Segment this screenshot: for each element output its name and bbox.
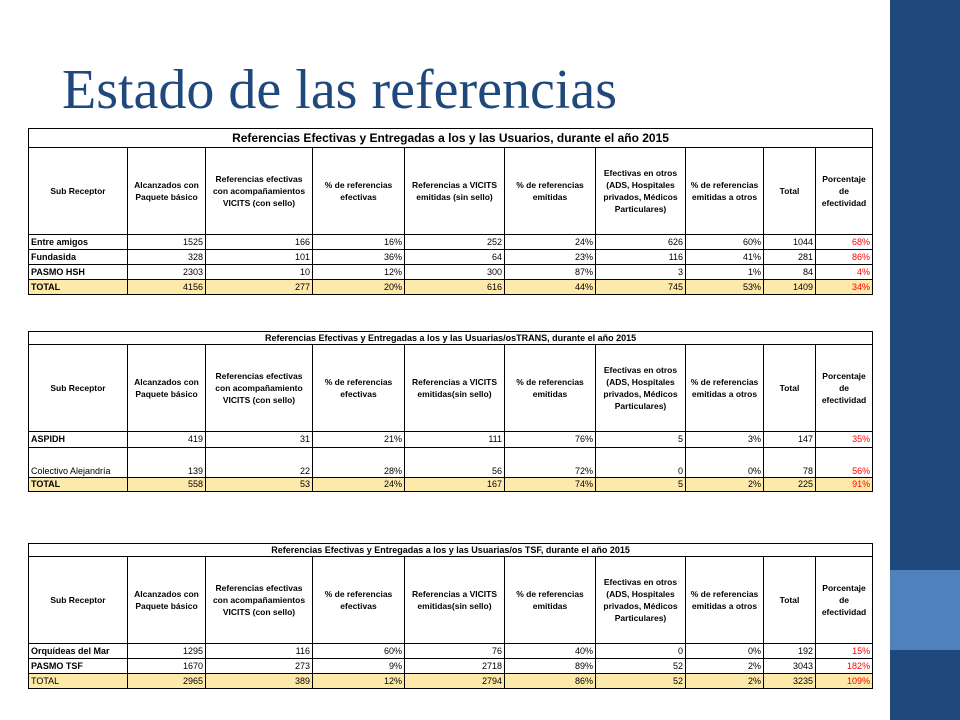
total-cell: 20%: [313, 280, 405, 295]
cell: 419: [128, 432, 206, 448]
total-cell: 225: [764, 478, 816, 492]
column-header: Efectivas en otros (ADS, Hospitales privados, Médicos Particulares): [596, 148, 686, 235]
effectiveness-cell: 68%: [816, 235, 873, 250]
cell: 76%: [505, 432, 596, 448]
header-row: [29, 148, 873, 235]
row-label: PASMO TSF: [29, 659, 128, 674]
cell: 60%: [686, 235, 764, 250]
header-row: [29, 557, 873, 644]
total-cell: 2965: [128, 674, 206, 689]
table-row: [29, 265, 873, 280]
cell: 147: [764, 432, 816, 448]
table-row: [29, 448, 873, 478]
cell: 328: [128, 250, 206, 265]
cell: 273: [206, 659, 313, 674]
cell: 2%: [686, 659, 764, 674]
column-header: Alcanzados con Paquete básico: [128, 557, 206, 644]
cell: 2303: [128, 265, 206, 280]
total-cell: 1409: [764, 280, 816, 295]
total-cell: 53: [206, 478, 313, 492]
slide-title: Estado de las referencias: [62, 59, 618, 121]
row-label: Fundasida: [29, 250, 128, 265]
table-row: [29, 432, 873, 448]
cell: 2718: [405, 659, 505, 674]
column-header: Total: [764, 557, 816, 644]
column-header: % de referencias emitidas a otros: [686, 345, 764, 432]
table-row: [29, 644, 873, 659]
table-caption: Referencias Efectivas y Entregadas a los y las Usuarias/os TSF, durante el año 2015: [29, 544, 873, 557]
total-row: [29, 280, 873, 295]
cell: 252: [405, 235, 505, 250]
cell: 56: [405, 448, 505, 478]
row-label: Entre amigos: [29, 235, 128, 250]
table-row: [29, 250, 873, 265]
cell: 22: [206, 448, 313, 478]
column-header: Alcanzados con Paquete básico: [128, 148, 206, 235]
header-row: [29, 345, 873, 432]
column-header: Referencias efectivas con acompañamientos VICITS (con sello): [206, 148, 313, 235]
cell: 3%: [686, 432, 764, 448]
column-header: % de referencias efectivas: [313, 557, 405, 644]
column-header: Efectivas en otros (ADS, Hospitales privados, Médicos Particulares): [596, 557, 686, 644]
cell: 23%: [505, 250, 596, 265]
total-cell: 86%: [505, 674, 596, 689]
referencias-table-tsf: [28, 543, 873, 689]
cell: 0%: [686, 644, 764, 659]
column-header: % de referencias emitidas a otros: [686, 557, 764, 644]
column-header: Alcanzados con Paquete básico: [128, 345, 206, 432]
cell: 3043: [764, 659, 816, 674]
cell: 78: [764, 448, 816, 478]
total-cell: 12%: [313, 674, 405, 689]
cell: 116: [596, 250, 686, 265]
cell: 31: [206, 432, 313, 448]
total-cell: 389: [206, 674, 313, 689]
cell: 281: [764, 250, 816, 265]
table-row: [29, 659, 873, 674]
effectiveness-cell: 4%: [816, 265, 873, 280]
total-cell: 2%: [686, 478, 764, 492]
column-header: Referencias a VICITS emitidas(sin sello): [405, 345, 505, 432]
cell: 192: [764, 644, 816, 659]
total-effectiveness-cell: 109%: [816, 674, 873, 689]
side-accent: [890, 570, 960, 650]
column-header: % de referencias emitidas: [505, 345, 596, 432]
cell: 626: [596, 235, 686, 250]
column-header: % de referencias efectivas: [313, 345, 405, 432]
cell: 40%: [505, 644, 596, 659]
cell: 116: [206, 644, 313, 659]
effectiveness-cell: 15%: [816, 644, 873, 659]
total-effectiveness-cell: 34%: [816, 280, 873, 295]
column-header: Sub Receptor: [29, 345, 128, 432]
cell: 12%: [313, 265, 405, 280]
column-header: Efectivas en otros (ADS, Hospitales privados, Médicos Particulares): [596, 345, 686, 432]
cell: 60%: [313, 644, 405, 659]
cell: 1%: [686, 265, 764, 280]
cell: 1044: [764, 235, 816, 250]
effectiveness-cell: 182%: [816, 659, 873, 674]
cell: 0%: [686, 448, 764, 478]
row-label: ASPIDH: [29, 432, 128, 448]
cell: 9%: [313, 659, 405, 674]
column-header: Total: [764, 345, 816, 432]
table-caption: Referencias Efectivas y Entregadas a los y las Usuarias/osTRANS, durante el año 2015: [29, 332, 873, 345]
cell: 87%: [505, 265, 596, 280]
cell: 36%: [313, 250, 405, 265]
column-header: % de referencias emitidas: [505, 148, 596, 235]
column-header: Sub Receptor: [29, 557, 128, 644]
total-cell: 616: [405, 280, 505, 295]
cell: 300: [405, 265, 505, 280]
cell: 84: [764, 265, 816, 280]
table-row: [29, 235, 873, 250]
total-row: [29, 674, 873, 689]
total-cell: 558: [128, 478, 206, 492]
row-label: Orquídeas del Mar: [29, 644, 128, 659]
total-label: TOTAL: [29, 280, 128, 295]
total-effectiveness-cell: 91%: [816, 478, 873, 492]
cell: 76: [405, 644, 505, 659]
column-header: Referencias a VICITS emitidas (sin sello): [405, 148, 505, 235]
total-cell: 2794: [405, 674, 505, 689]
column-header: % de referencias emitidas a otros: [686, 148, 764, 235]
effectiveness-cell: 56%: [816, 448, 873, 478]
total-cell: 277: [206, 280, 313, 295]
cell: 28%: [313, 448, 405, 478]
total-label: TOTAL: [29, 478, 128, 492]
cell: 3: [596, 265, 686, 280]
cell: 89%: [505, 659, 596, 674]
column-header: Porcentaje de efectividad: [816, 148, 873, 235]
cell: 139: [128, 448, 206, 478]
total-cell: 3235: [764, 674, 816, 689]
cell: 10: [206, 265, 313, 280]
column-header: Referencias efectivas con acompañamiento VICITS (con sello): [206, 345, 313, 432]
effectiveness-cell: 86%: [816, 250, 873, 265]
cell: 21%: [313, 432, 405, 448]
cell: 1525: [128, 235, 206, 250]
total-cell: 4156: [128, 280, 206, 295]
effectiveness-cell: 35%: [816, 432, 873, 448]
referencias-table-usuarios: [28, 128, 873, 295]
cell: 41%: [686, 250, 764, 265]
total-cell: 2%: [686, 674, 764, 689]
column-header: Total: [764, 148, 816, 235]
total-cell: 53%: [686, 280, 764, 295]
cell: 52: [596, 659, 686, 674]
cell: 16%: [313, 235, 405, 250]
total-row: [29, 478, 873, 492]
cell: 0: [596, 644, 686, 659]
cell: 166: [206, 235, 313, 250]
cell: 24%: [505, 235, 596, 250]
cell: 111: [405, 432, 505, 448]
total-cell: 167: [405, 478, 505, 492]
column-header: Referencias a VICITS emitidas(sin sello): [405, 557, 505, 644]
cell: 1670: [128, 659, 206, 674]
total-cell: 74%: [505, 478, 596, 492]
cell: 64: [405, 250, 505, 265]
total-cell: 24%: [313, 478, 405, 492]
cell: 0: [596, 448, 686, 478]
table-caption: Referencias Efectivas y Entregadas a los y las Usuarios, durante el año 2015: [29, 129, 873, 148]
referencias-table-trans: [28, 331, 873, 492]
column-header: Referencias efectivas con acompañamientos VICITS (con sello): [206, 557, 313, 644]
row-label: PASMO HSH: [29, 265, 128, 280]
total-cell: 5: [596, 478, 686, 492]
total-cell: 745: [596, 280, 686, 295]
column-header: % de referencias efectivas: [313, 148, 405, 235]
total-cell: 52: [596, 674, 686, 689]
column-header: Porcentaje de efectividad: [816, 345, 873, 432]
cell: 101: [206, 250, 313, 265]
cell: 1295: [128, 644, 206, 659]
cell: 5: [596, 432, 686, 448]
column-header: % de referencias emitidas: [505, 557, 596, 644]
cell: 72%: [505, 448, 596, 478]
total-label: TOTAL: [29, 674, 128, 689]
column-header: Sub Receptor: [29, 148, 128, 235]
column-header: Porcentaje de efectividad: [816, 557, 873, 644]
row-label: Colectivo Alejandría: [29, 448, 128, 478]
total-cell: 44%: [505, 280, 596, 295]
